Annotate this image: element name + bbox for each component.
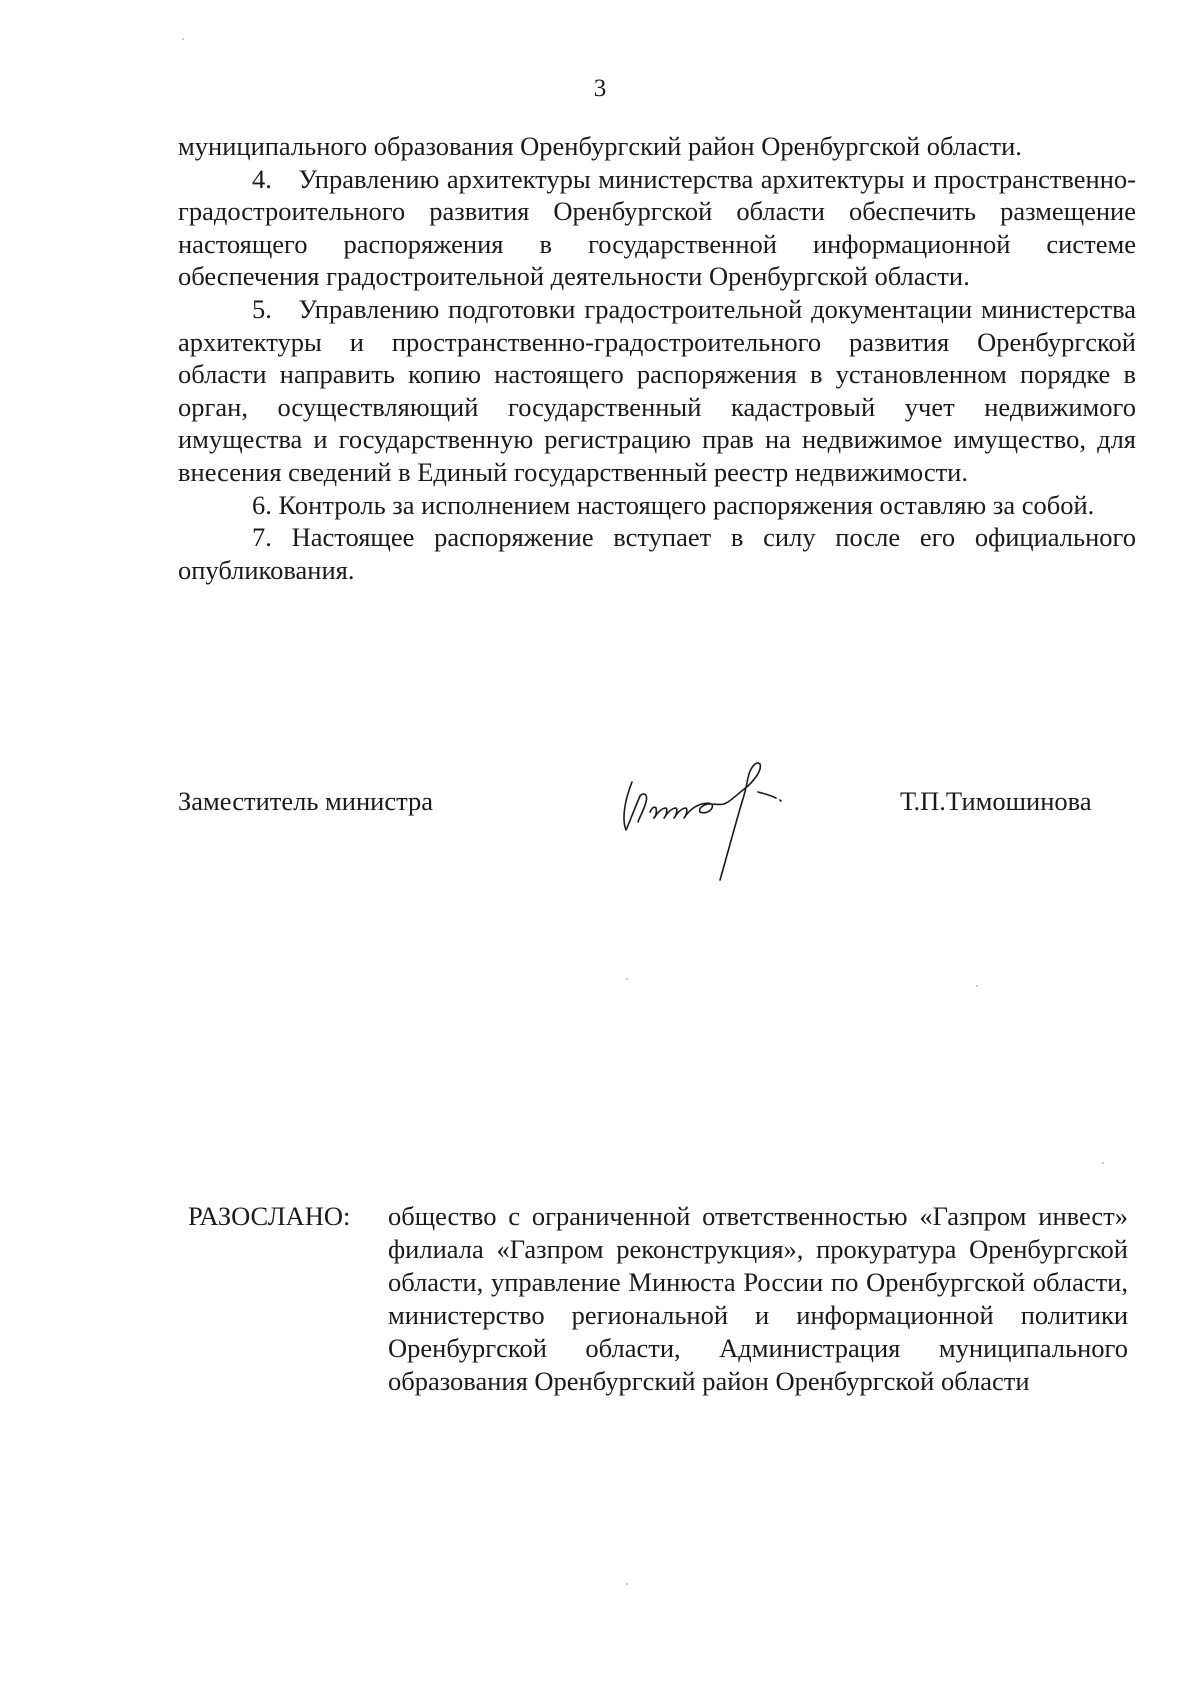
scan-speck [182,38,184,40]
scan-speck [626,978,628,980]
paragraph-7: 7. Настоящее распоряжение вступает в силу после его официального опубликования. [178,522,1136,585]
scan-speck [1102,1162,1104,1164]
distribution-label: РАЗОСЛАНО: [188,1201,351,1231]
scan-speck [976,985,978,987]
scan-speck [626,1583,628,1585]
signatory-position: Заместитель министра [178,786,434,816]
signatory-name: Т.П.Тимошинова [900,786,1092,816]
page-number: 3 [593,75,607,102]
paragraph-5: 5. Управлению подготовки градостроительной документации министерства архитектуры и пространственно-градостроительного развития Оренбургской области направить копию настоящего распоряжения в установленном порядке в орган, осуществляющий государственный кадастровый учет недвижимого имущества и государственную регистрацию прав на недвижимое имущество, для внесения сведений в Единый государственный реестр недвижимости. [178,293,1136,487]
paragraph-6: 6. Контроль за исполнением настоящего распоряжения оставляю за собой. [252,489,1095,520]
distribution-list: общество с ограниченной ответственностью «Газпром инвест» филиала «Газпром реконструкция», прокуратура Оренбургской области, управление Минюста России по Оренбургской области, министерство региональной и информационной политики Оренбургской области, Администрация муниципального образования Оренбургский район Оренбургской области [388,1201,1128,1396]
document-body [178,130,1136,586]
paragraph-4: 4. Управлению архитектуры министерства архитектуры и пространственно-градостроительного развития Оренбургской области обеспечить размещение настоящего распоряжения в государственной информационной системе обеспечения градостроительной деятельности Оренбургской области. [178,163,1136,292]
paragraph-continuation: муниципального образования Оренбургский район Оренбургской области. [178,131,1022,161]
handwritten-signature [610,752,810,882]
